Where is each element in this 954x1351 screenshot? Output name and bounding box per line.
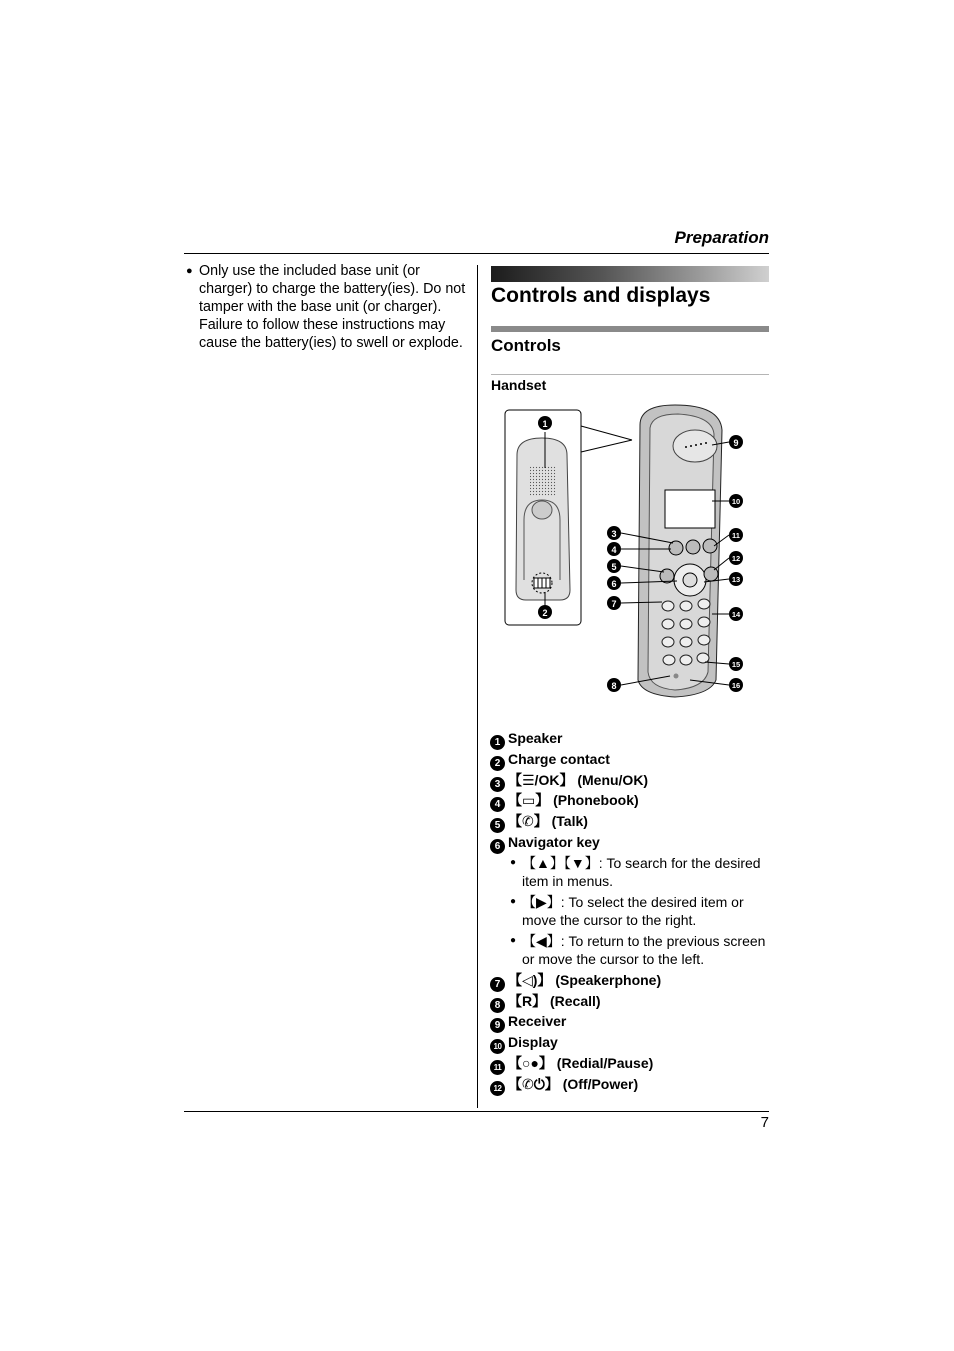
bullet-icon: ●	[186, 265, 193, 277]
list-item	[490, 833, 770, 854]
subitem-text: 【▶】: To select the desired item or move the cursor to the right.	[522, 893, 744, 928]
navigator-subitem	[490, 932, 770, 968]
bullet-icon: ●	[510, 895, 517, 907]
header-rule	[184, 253, 769, 254]
callout-2	[538, 605, 552, 619]
subtitle-bar	[491, 326, 769, 332]
svg-text:4: 4	[611, 545, 617, 555]
number-badge: 4	[490, 797, 505, 812]
title-gradient-bar	[491, 266, 769, 282]
subitem-text: 【◀】: To return to the previous screen or move the cursor to the left.	[522, 932, 766, 967]
callout-1	[538, 416, 552, 430]
callout-11	[729, 528, 743, 542]
handset-diagram	[490, 400, 770, 705]
controls-list	[490, 729, 770, 1096]
item-label: 【○●】 (Redial/Pause)	[508, 1054, 654, 1071]
footer-rule	[184, 1111, 769, 1112]
svg-text:13: 13	[731, 575, 741, 584]
list-item	[490, 1012, 770, 1033]
list-item	[490, 729, 770, 750]
battery-warning-text: Only use the included base unit (or charger) to charge the battery(ies). Do not tamper with the base unit (or charger). Failure to follow these instructions may cause the battery(ies) to swell or explode.	[199, 263, 466, 351]
number-badge: 12	[490, 1081, 505, 1096]
item-label: 【R】 (Recall)	[508, 992, 601, 1009]
handset-heading: Handset	[491, 377, 547, 393]
item-label: 【✆】 (Talk)	[508, 813, 588, 830]
column-divider	[477, 265, 478, 1108]
subtitle-rule	[491, 374, 769, 375]
svg-text:16: 16	[731, 681, 741, 690]
list-item	[490, 992, 770, 1013]
svg-text:5: 5	[611, 562, 617, 572]
page-number: 7	[760, 1114, 769, 1131]
svg-text:10: 10	[731, 497, 741, 506]
list-item	[490, 971, 770, 992]
number-badge: 3	[490, 777, 505, 792]
list-item	[490, 791, 770, 812]
number-badge: 6	[490, 839, 505, 854]
number-badge: 10	[490, 1039, 505, 1054]
svg-text:8: 8	[611, 681, 617, 691]
list-item	[490, 1054, 770, 1075]
navigator-subitem	[490, 893, 770, 929]
callout-5	[607, 559, 621, 573]
section-label: Preparation	[674, 228, 769, 247]
list-item	[490, 750, 770, 771]
bullet-icon: ●	[510, 934, 517, 946]
item-label: Receiver	[508, 1013, 567, 1030]
number-badge: 7	[490, 977, 505, 992]
callout-3	[607, 526, 621, 540]
section-subtitle: Controls	[491, 336, 561, 355]
subitem-text: 【▲】【▼】: To search for the desired item in menus.	[522, 854, 761, 889]
callout-15	[729, 657, 743, 671]
callout-16	[729, 678, 743, 692]
number-badge: 11	[490, 1060, 505, 1075]
item-label: 【✆⏻】 (Off/Power)	[508, 1075, 639, 1092]
list-item	[490, 771, 770, 792]
number-badge: 5	[490, 818, 505, 833]
svg-text:14: 14	[731, 610, 741, 619]
item-label: Display	[508, 1034, 558, 1051]
callout-12	[729, 551, 743, 565]
item-label: Charge contact	[508, 750, 610, 767]
list-item	[490, 1033, 770, 1054]
callout-9	[729, 435, 743, 449]
handset-back-inset	[505, 410, 632, 625]
callout-8	[607, 678, 621, 692]
item-label: 【◁)】 (Speakerphone)	[508, 971, 662, 988]
item-label: Speaker	[508, 730, 563, 746]
svg-text:9: 9	[733, 438, 739, 448]
svg-text:3: 3	[611, 529, 617, 539]
callout-6	[607, 576, 621, 590]
svg-text:1: 1	[542, 419, 548, 429]
item-label: 【☰/OK】 (Menu/OK)	[508, 771, 649, 788]
svg-text:11: 11	[732, 531, 740, 540]
number-badge: 8	[490, 998, 505, 1013]
bullet-icon: ●	[510, 856, 517, 868]
page-title: Controls and displays	[491, 284, 711, 307]
number-badge: 2	[490, 756, 505, 771]
battery-warning	[186, 262, 468, 352]
item-label: 【▭】 (Phonebook)	[508, 792, 639, 809]
number-badge: 1	[490, 735, 505, 750]
callout-7	[607, 596, 621, 610]
callout-4	[607, 542, 621, 556]
navigator-subitem	[490, 854, 770, 890]
handset-front	[638, 405, 722, 697]
item-label: Navigator key	[508, 833, 600, 850]
svg-text:6: 6	[611, 579, 617, 589]
number-badge: 9	[490, 1018, 505, 1033]
svg-text:2: 2	[542, 608, 548, 618]
callout-13	[729, 572, 743, 586]
callout-10	[729, 494, 743, 508]
svg-text:12: 12	[731, 554, 741, 563]
list-item	[490, 812, 770, 833]
callout-14	[729, 607, 743, 621]
svg-text:7: 7	[611, 599, 617, 609]
list-item	[490, 1075, 770, 1096]
svg-text:15: 15	[731, 660, 741, 669]
